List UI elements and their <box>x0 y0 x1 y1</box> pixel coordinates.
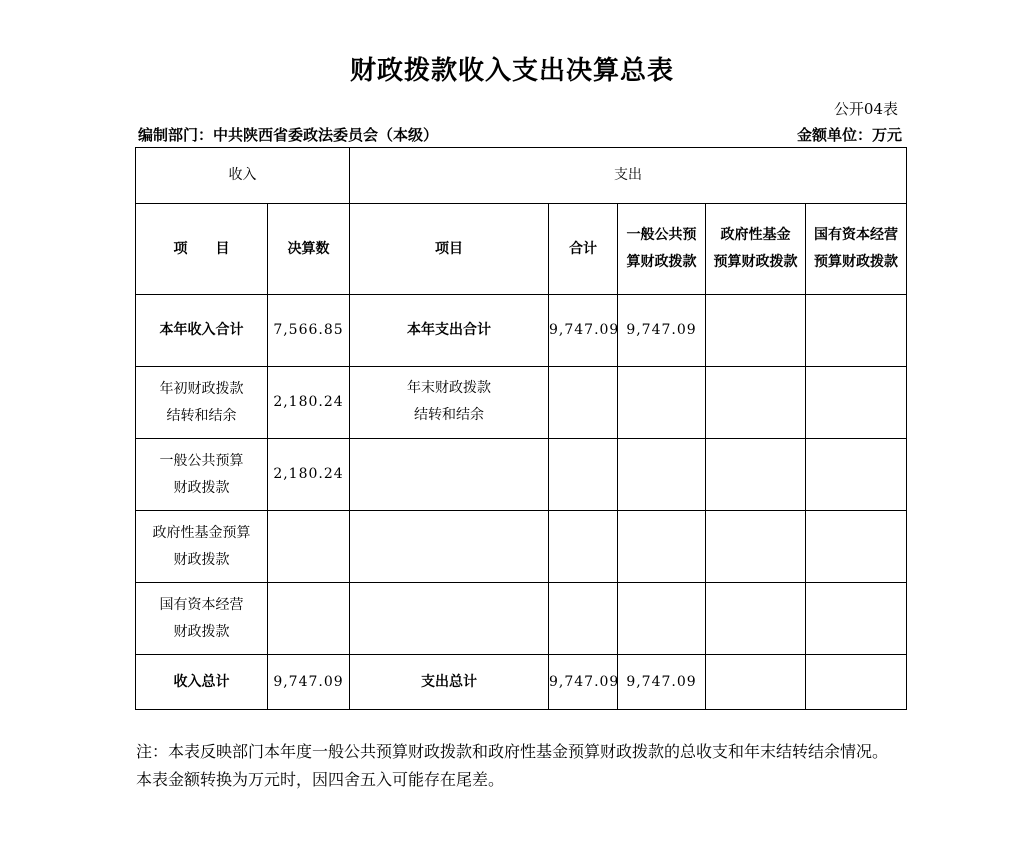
department-label: 编制部门：中共陕西省委政法委员会（本级） <box>138 126 439 144</box>
table-row <box>136 295 907 367</box>
state-capital-cell <box>806 439 907 511</box>
state-capital-cell <box>806 367 907 439</box>
income-item-cell: 年初财政拨款 结转和结余 <box>136 367 268 439</box>
fund-budget-header: 政府性基金 预算财政拨款 <box>706 204 806 295</box>
general-budget-cell: 9,747.09 <box>618 295 706 367</box>
state-capital-header: 国有资本经营 预算财政拨款 <box>806 204 907 295</box>
income-item-header: 项 目 <box>136 204 268 295</box>
income-amount-cell <box>268 511 350 583</box>
expense-item-cell <box>350 583 549 655</box>
income-amount-cell: 2,180.24 <box>268 439 350 511</box>
general-budget-cell <box>618 511 706 583</box>
income-item-cell: 国有资本经营 财政拨款 <box>136 583 268 655</box>
total-cell <box>549 583 618 655</box>
expense-header: 支出 <box>350 148 907 204</box>
budget-summary-table <box>135 147 907 710</box>
fund-budget-cell <box>706 583 806 655</box>
table-row <box>136 583 907 655</box>
fund-budget-cell <box>706 511 806 583</box>
income-amount-cell: 2,180.24 <box>268 367 350 439</box>
income-amount-cell: 7,566.85 <box>268 295 350 367</box>
general-budget-cell <box>618 439 706 511</box>
unit-label: 金额单位：万元 <box>796 126 902 144</box>
income-item-cell: 本年收入合计 <box>136 295 268 367</box>
total-cell <box>549 511 618 583</box>
form-number: 公开04表 <box>833 100 898 118</box>
income-item-cell: 收入总计 <box>136 655 268 710</box>
expense-item-cell: 年末财政拨款 结转和结余 <box>350 367 549 439</box>
expense-item-header: 项目 <box>350 204 549 295</box>
total-cell: 9,747.09 <box>549 295 618 367</box>
general-budget-cell <box>618 367 706 439</box>
column-header-row <box>136 204 907 295</box>
income-amount-cell <box>268 583 350 655</box>
total-header: 合计 <box>549 204 618 295</box>
state-capital-cell <box>806 511 907 583</box>
table-row <box>136 511 907 583</box>
expense-item-cell <box>350 439 549 511</box>
table-row <box>136 655 907 710</box>
general-budget-cell: 9,747.09 <box>618 655 706 710</box>
expense-item-cell: 本年支出合计 <box>350 295 549 367</box>
state-capital-cell <box>806 655 907 710</box>
general-budget-cell <box>618 583 706 655</box>
income-amount-header: 决算数 <box>268 204 350 295</box>
state-capital-cell <box>806 295 907 367</box>
income-header: 收入 <box>136 148 350 204</box>
expense-item-cell <box>350 511 549 583</box>
total-cell <box>549 439 618 511</box>
group-header-row <box>136 148 907 204</box>
page-title: 财政拨款收入支出决算总表 <box>349 56 674 86</box>
total-cell: 9,747.09 <box>549 655 618 710</box>
table-row <box>136 439 907 511</box>
income-amount-cell: 9,747.09 <box>268 655 350 710</box>
state-capital-cell <box>806 583 907 655</box>
expense-item-cell: 支出总计 <box>350 655 549 710</box>
income-item-cell: 政府性基金预算 财政拨款 <box>136 511 268 583</box>
table-row <box>136 367 907 439</box>
income-item-cell: 一般公共预算 财政拨款 <box>136 439 268 511</box>
fund-budget-cell <box>706 439 806 511</box>
fund-budget-cell <box>706 367 806 439</box>
fund-budget-cell <box>706 295 806 367</box>
total-cell <box>549 367 618 439</box>
general-budget-header: 一般公共预 算财政拨款 <box>618 204 706 295</box>
fund-budget-cell <box>706 655 806 710</box>
footnote: 注：本表反映部门本年度一般公共预算财政拨款和政府性基金预算财政拨款的总收支和年末结转结余情况。本表金额转换为万元时，因四舍五入可能存在尾差。 <box>136 742 889 789</box>
